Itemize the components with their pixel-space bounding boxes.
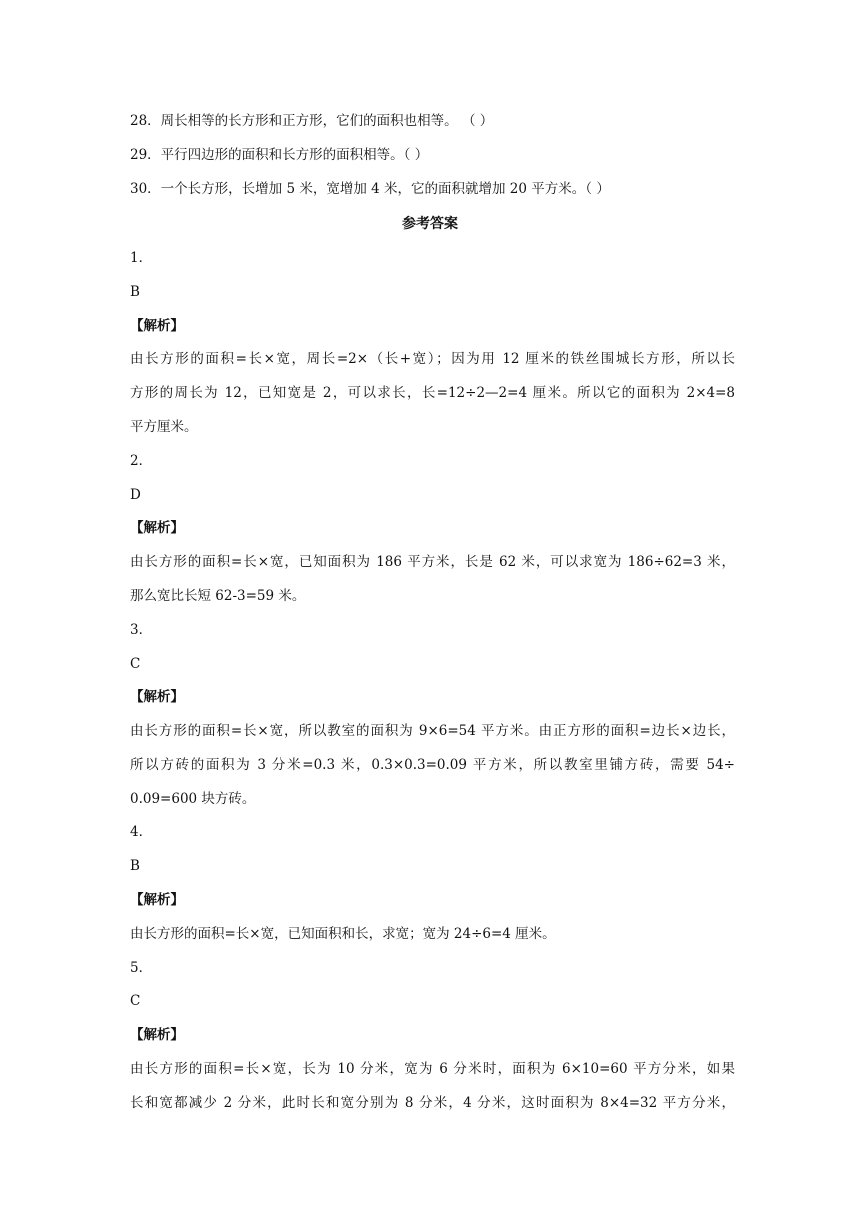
answers-title: 参考答案 [402, 216, 458, 232]
answer-5-analysis-line-2: 长和宽都减少 2 分米，此时长和宽分别为 8 分米，4 分米，这时面积为 8×4=32 平方分米， [130, 1095, 735, 1111]
question-29: 29．平行四边形的面积和长方形的面积相等。（ ） [130, 147, 429, 163]
answer-4-analysis-label: 【解析】 [130, 892, 184, 908]
answer-3-analysis-line-1: 由长方形的面积=长×宽，所以教室的面积为 9×6=54 平方米。由正方形的面积=边长×边长， [130, 723, 735, 739]
answer-5-choice: C [130, 993, 141, 1009]
answer-4-analysis-line-1: 由长方形的面积=长×宽，已知面积和长，求宽；宽为 24÷6=4 厘米。 [130, 926, 556, 942]
answer-5-analysis-label: 【解析】 [130, 1027, 184, 1043]
answer-1-analysis-line-2: 方形的周长为 12，已知宽是 2，可以求长，长=12÷2—2=4 厘米。所以它的面积为 2×4=8 [130, 385, 735, 401]
answer-2-number: 2． [130, 453, 153, 469]
answer-5-number: 5． [130, 960, 153, 976]
answer-5-analysis-line-1: 由长方形的面积=长×宽，长为 10 分米，宽为 6 分米时，面积为 6×10=60 平方分米，如果 [130, 1061, 735, 1077]
answer-1-number: 1． [130, 250, 153, 266]
answer-1-analysis-label: 【解析】 [130, 318, 184, 334]
answer-1-analysis-line-1: 由长方形的面积=长×宽，周长=2×（长+宽）；因为用 12 厘米的铁丝围城长方形，所以长 [130, 351, 735, 367]
answer-2-analysis-line-2: 那么宽比长短 62-3=59 米。 [130, 588, 306, 604]
answer-4-choice: B [130, 858, 140, 874]
answer-2-choice: D [130, 487, 141, 503]
answer-4-number: 4． [130, 824, 153, 840]
answer-2-analysis-label: 【解析】 [130, 520, 184, 536]
answer-2-analysis-line-1: 由长方形的面积=长×宽，已知面积为 186 平方米，长是 62 米，可以求宽为 186÷62=3 米， [130, 554, 735, 570]
question-30: 30．一个长方形，长增加 5 米，宽增加 4 米，它的面积就增加 20 平方米。（ ） [130, 181, 610, 197]
answer-1-analysis-line-3: 平方厘米。 [130, 419, 198, 435]
answer-3-analysis-line-2: 所以方砖的面积为 3 分米=0.3 米，0.3×0.3=0.09 平方米，所以教室里铺方砖，需要 54÷ [130, 757, 735, 773]
answer-1-choice: B [130, 284, 140, 300]
question-28: 28．周长相等的长方形和正方形，它们的面积也相等。 （ ） [130, 113, 494, 129]
answer-3-number: 3． [130, 622, 153, 638]
answer-3-choice: C [130, 656, 141, 672]
answer-3-analysis-label: 【解析】 [130, 689, 184, 705]
answer-3-analysis-line-3: 0.09=600 块方砖。 [130, 791, 256, 807]
